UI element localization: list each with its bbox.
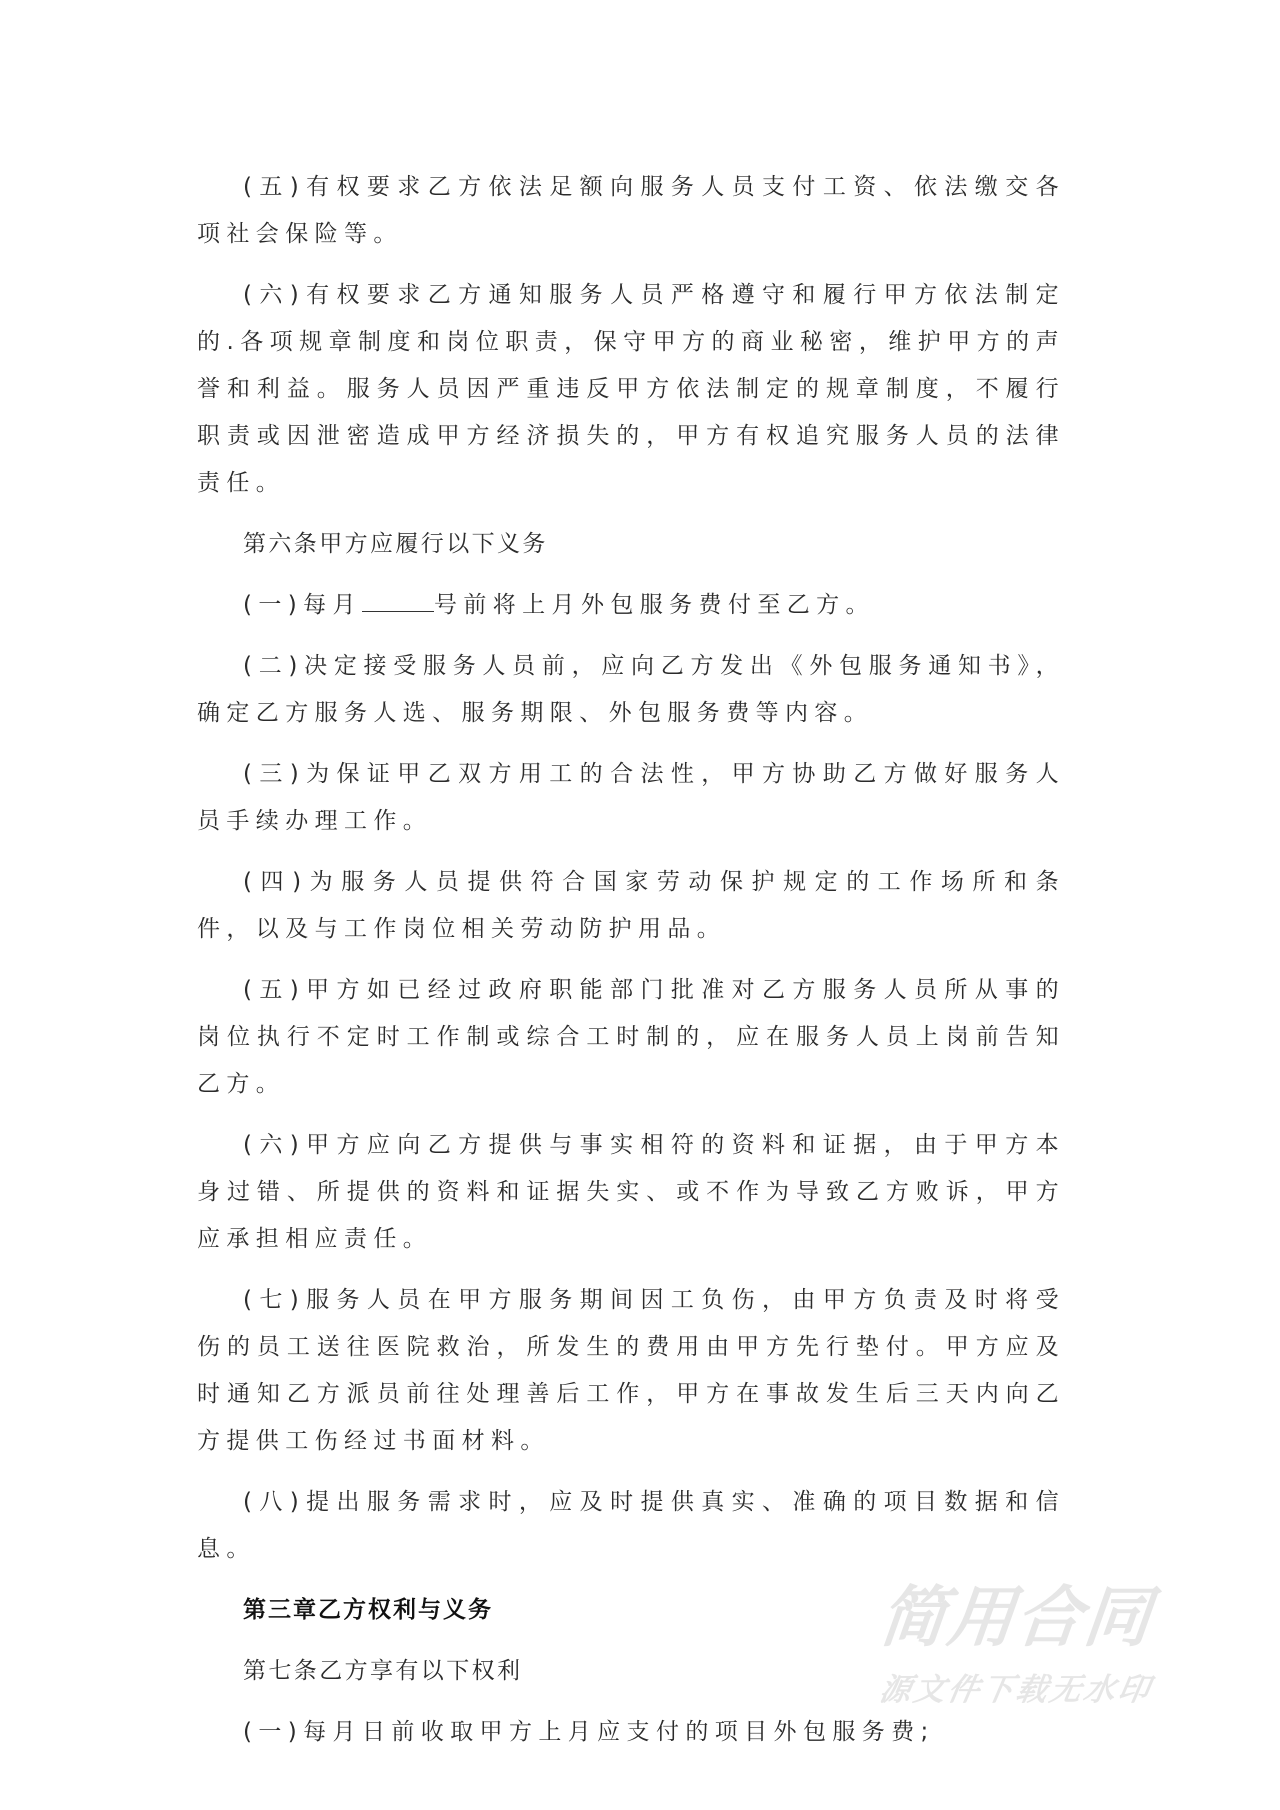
obligation-8-service-request: (八)提出服务需求时，应及时提供真实、准确的项目数据和信息。 — [197, 1489, 1065, 1562]
article-6-title: 第六条甲方应履行以下义务 — [243, 531, 548, 557]
obligation-2-service-notice: (二)决定接受服务人员前，应向乙方发出《外包服务通知书》，确定乙方服务人选、服务期限、外包服务费等内容。 — [197, 653, 1065, 726]
right-1-collect-fee: (一)每月日前收取甲方上月应支付的项目外包服务费; — [243, 1719, 935, 1745]
obligation-3-legality: (三)为保证甲乙双方用工的合法性，甲方协助乙方做好服务人员手续办理工作。 — [197, 761, 1065, 834]
fill-in-blank-day — [362, 591, 434, 612]
clause-5-right-social-insurance: (五)有权要求乙方依法足额向服务人员支付工资、依法缴交各项社会保险等。 — [197, 174, 1065, 247]
document-body — [197, 164, 1065, 1770]
watermark-title: 简用合同 — [876, 1579, 1157, 1656]
watermark-subtitle: 源文件下载无水印 — [876, 1672, 1156, 1708]
obligation-6-evidence: (六)甲方应向乙方提供与事实相符的资料和证据，由于甲方本身过错、所提供的资料和证据失实、或不作为导致乙方败诉，甲方应承担相应责任。 — [197, 1132, 1065, 1252]
clause-6-right-rules-compliance: (六)有权要求乙方通知服务人员严格遵守和履行甲方依法制定的.各项规章制度和岗位职责，保守甲方的商业秘密，维护甲方的声誉和利益。服务人员因严重违反甲方依法制定的规章制度，不履行职责或因泄密造成甲方经济损失的，甲方有权追究服务人员的法律责任。 — [197, 282, 1065, 496]
obligation-4-workplace: (四)为服务人员提供符合国家劳动保护规定的工作场所和条件，以及与工作岗位相关劳动防护用品。 — [197, 869, 1065, 942]
watermark — [876, 1579, 1200, 1710]
chapter-3-heading: 第三章乙方权利与义务 — [243, 1597, 493, 1623]
obligation-1-text-before: (一)每月 — [243, 592, 362, 618]
obligation-1-text-after: 号前将上月外包服务费付至乙方。 — [433, 592, 875, 618]
obligation-7-work-injury: (七)服务人员在甲方服务期间因工负伤，由甲方负责及时将受伤的员工送往医院救治，所发生的费用由甲方先行垫付。甲方应及时通知乙方派员前往处理善后工作，甲方在事故发生后三天内向乙方提供工伤经过书面材料。 — [197, 1287, 1065, 1454]
obligation-1-monthly-payment — [197, 582, 1065, 629]
article-7-title: 第七条乙方享有以下权利 — [243, 1658, 523, 1684]
obligation-5-working-hours: (五)甲方如已经过政府职能部门批准对乙方服务人员所从事的岗位执行不定时工作制或综合工时制的，应在服务人员上岗前告知乙方。 — [197, 977, 1065, 1097]
